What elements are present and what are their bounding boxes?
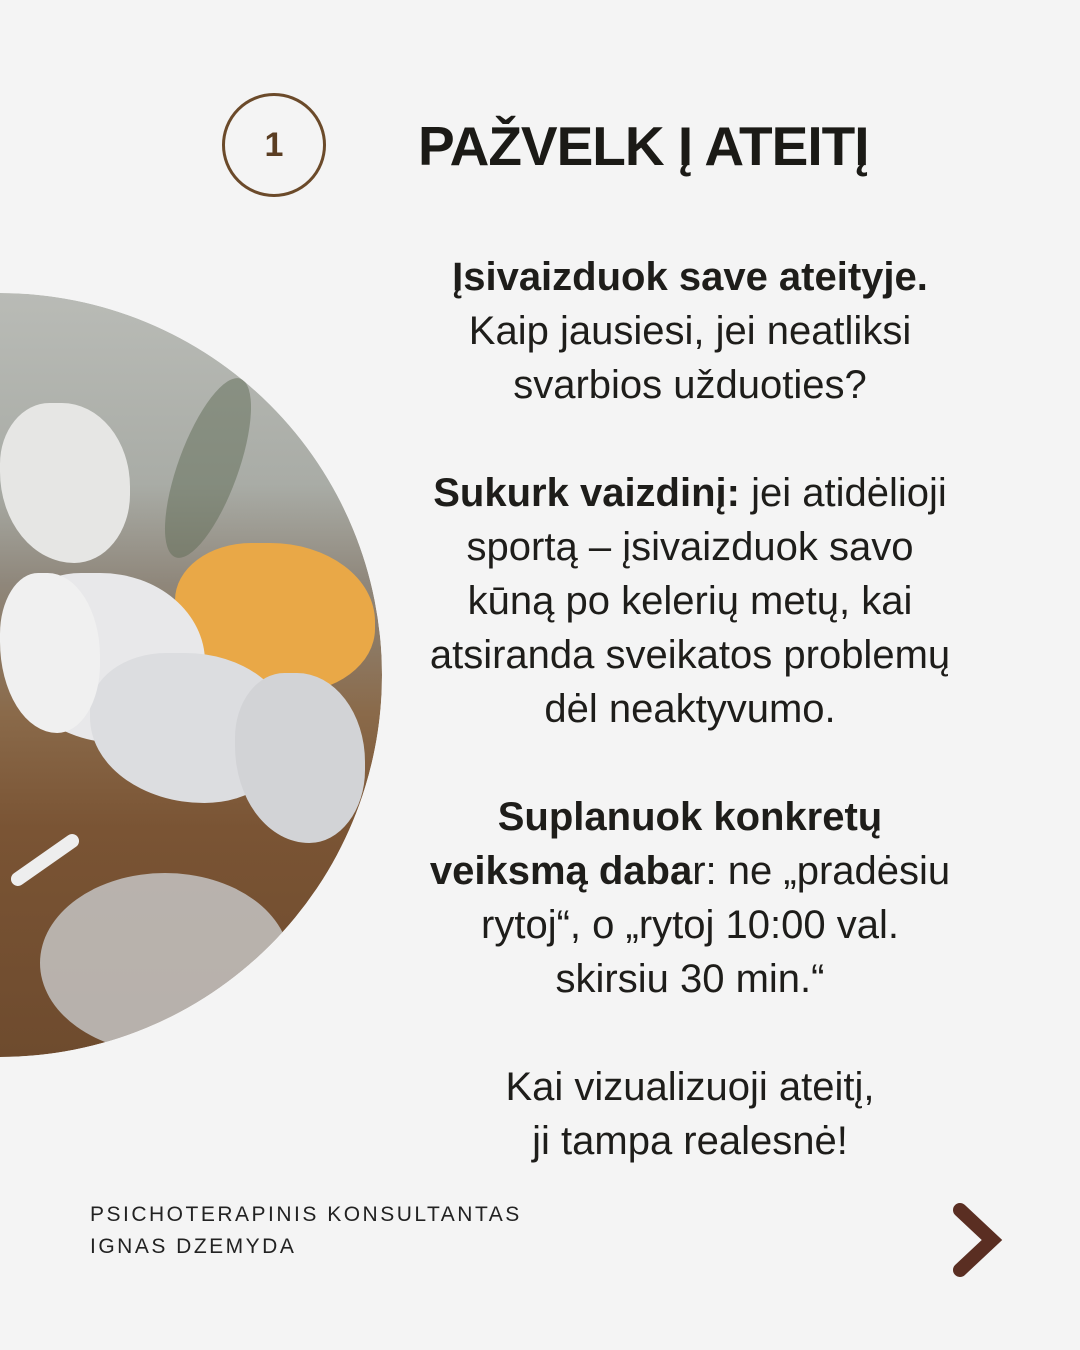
step-number: 1 [264,125,284,164]
text-line: kūną po kelerių metų, kai [467,579,913,623]
text-line: ji tampa realesnė! [532,1119,848,1163]
step-number-badge [222,93,326,197]
paragraph-create-image [380,466,1000,736]
paragraph-conclusion [380,1060,1000,1168]
text-line: jei atidėlioji [739,471,947,515]
author-name: IGNAS DZEMYDA [90,1235,297,1258]
bold-lead: Įsivaizduok save ateityje. [452,255,928,299]
bold-lead: Suplanuok konkretų [497,795,883,839]
bold-lead: veiksmą daba [429,849,693,893]
paragraph-plan-action [380,790,1000,1006]
author-title: PSICHOTERAPINIS KONSULTANTAS [90,1203,522,1226]
text-line: skirsiu 30 min.“ [555,957,825,1001]
chevron-right-icon [946,1200,1006,1280]
next-slide-button[interactable] [946,1200,1006,1280]
page-title: PAŽVELK Į ATEITĮ [418,115,869,177]
text-line: Kai vizualizuoji ateitį, [505,1065,875,1109]
crumpled-paper-photo [0,293,382,1057]
text-line: Kaip jausiesi, jei neatliksi [468,309,912,353]
bold-lead: Sukurk vaizdinį: [433,471,740,515]
author-credit [90,1199,522,1263]
text-line: sportą – įsivaizduok savo [466,525,914,569]
text-line: dėl neaktyvumo. [544,687,836,731]
text-line: atsiranda sveikatos problemų [429,633,951,677]
paragraph-imagine [380,250,1000,412]
text-line: rytoj“, o „rytoj 10:00 val. [481,903,899,947]
text-line: r: ne „pradėsiu [692,849,951,893]
text-line: svarbios užduoties? [513,363,867,407]
